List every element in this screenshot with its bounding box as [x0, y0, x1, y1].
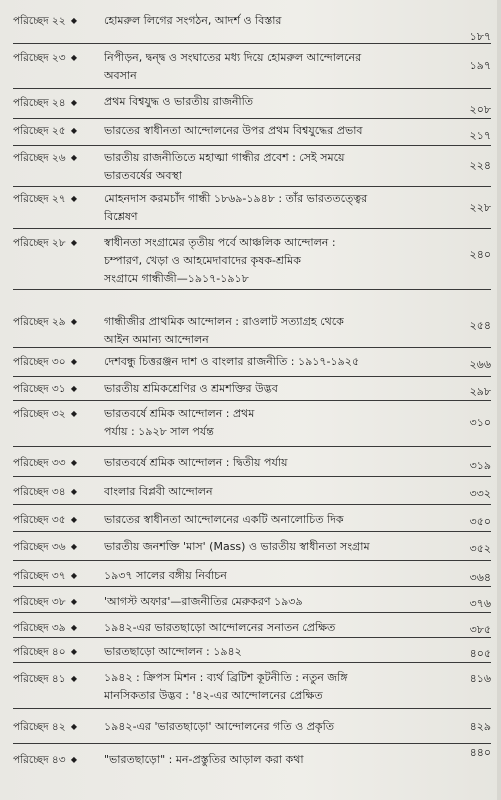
page-number: ৩১৯ — [469, 459, 491, 472]
divider — [13, 476, 491, 477]
chapter-label: পরিচ্ছেদ ৩১ ◆ — [13, 383, 78, 395]
divider — [13, 560, 491, 561]
chapter-title: প্রথম বিশ্বযুদ্ধ ও ভারতীয় রাজনীতি — [104, 95, 253, 108]
page-number: ৪০৫ — [469, 647, 491, 660]
divider — [13, 400, 491, 401]
chapter-label: পরিচ্ছেদ ২৯ ◆ — [13, 316, 78, 328]
chapter-title: নিপীড়ন, দ্বন্দ্ব ও সংঘাতের মধ্য দিয়ে হোমরুল আন্দোলনের অবসান — [104, 51, 362, 82]
chapter-label: পরিচ্ছেদ ৩৫ ◆ — [13, 514, 78, 526]
bullet-icon: ◆ — [70, 487, 78, 496]
bullet-icon: ◆ — [70, 458, 78, 467]
chapter-label: পরিচ্ছেদ ২৪ ◆ — [13, 97, 78, 109]
bullet-icon: ◆ — [70, 542, 78, 551]
divider — [13, 743, 491, 744]
bullet-icon: ◆ — [70, 16, 78, 25]
chapter-title: গান্ধীজীর প্রাথমিক আন্দোলন : রাওলাট সত্যাগ্রহ থেকে আইন অমান্য আন্দোলন — [104, 315, 344, 346]
bullet-icon: ◆ — [70, 571, 78, 580]
chapter-title: ভারতীয় শ্রমিকশ্রেণির ও শ্রমশক্তির উদ্ভব — [104, 382, 278, 395]
page-number: ৪২৯ — [469, 720, 491, 733]
chapter-title: ভারতীয় জনশক্তি 'মাস' (Mass) ও ভারতীয় স্বাধীনতা সংগ্রাম — [104, 540, 370, 553]
bullet-icon: ◆ — [70, 384, 78, 393]
chapter-title: ভারতছাড়ো আন্দোলন : ১৯৪২ — [104, 645, 242, 658]
bullet-icon: ◆ — [70, 98, 78, 107]
chapter-label: পরিচ্ছেদ ৩৪ ◆ — [13, 486, 78, 498]
chapter-title: ১৯৪২ : ক্রিপস মিশন : ব্যর্থ ব্রিটিশ কূটনীতি : নতুন জঙ্গি মানসিকতার উদ্ভব : '৪২-এর আন্দোলনের প্রেক্ষিত — [104, 671, 348, 702]
bullet-icon: ◆ — [70, 317, 78, 326]
chapter-title: ১৯৪২-এর ভারতছাড়ো আন্দোলনের সনাতন প্রেক্ষিত — [104, 621, 336, 634]
chapter-title: ১৯৪২-এর 'ভারতছাড়ো' আন্দোলনের গতি ও প্রকৃতি — [104, 720, 335, 733]
divider — [13, 88, 491, 89]
page-number: ৩৭৬ — [469, 597, 491, 610]
bullet-icon: ◆ — [70, 357, 78, 366]
divider — [13, 637, 491, 638]
bullet-icon: ◆ — [70, 53, 78, 62]
divider — [13, 708, 491, 709]
chapter-title: ভারতের স্বাধীনতা আন্দোলনের একটি অনালোচিত দিক — [104, 513, 344, 526]
page-number: ৩১০ — [469, 416, 491, 429]
page-number: ২৪০ — [469, 248, 491, 261]
chapter-title: স্বাধীনতা সংগ্রামের তৃতীয় পর্বে আঞ্চলিক আন্দোলন : চম্পারণ, খেড়া ও আহমেদাবাদের কৃষক-শ্রমিক সংগ্রামে গান্ধীজী—১৯১৭-১৯১৮ — [104, 236, 336, 285]
bullet-icon: ◆ — [70, 515, 78, 524]
chapter-label: পরিচ্ছেদ ৪১ ◆ — [13, 673, 78, 685]
divider — [13, 504, 491, 505]
chapter-label: পরিচ্ছেদ ২৫ ◆ — [13, 125, 78, 137]
page-number: ২১৭ — [469, 129, 491, 142]
page-number: ২২৪ — [469, 159, 491, 172]
chapter-title: ভারতের স্বাধীনতা আন্দোলনের উপর প্রথম বিশ্বযুদ্ধের প্রভাব — [104, 124, 363, 137]
bullet-icon: ◆ — [70, 238, 78, 247]
chapter-label: পরিচ্ছেদ ৩৭ ◆ — [13, 570, 78, 582]
chapter-label: পরিচ্ছেদ ২৬ ◆ — [13, 152, 78, 164]
chapter-title: 'আগস্ট অফার'—রাজনীতির মেরুকরণ ১৯৩৯ — [104, 595, 303, 608]
page-number: ২৯৮ — [469, 385, 491, 398]
page-number: ২৬৬ — [469, 358, 491, 371]
divider — [13, 586, 491, 587]
divider — [13, 376, 491, 377]
page-number: ৪১৬ — [469, 672, 491, 685]
divider — [13, 228, 491, 229]
bullet-icon: ◆ — [70, 722, 78, 731]
chapter-title: ভারতীয় রাজনীতিতে মহাত্মা গান্ধীর প্রবেশ : সেই সময়ে ভারতবর্ষের অবস্থা — [104, 151, 345, 182]
divider — [13, 662, 491, 663]
chapter-label: পরিচ্ছেদ ২৮ ◆ — [13, 237, 78, 249]
page-number: ২৫৪ — [469, 319, 491, 332]
chapter-label: পরিচ্ছেদ ৩৬ ◆ — [13, 541, 78, 553]
chapter-title: দেশবন্ধু চিত্তরঞ্জন দাশ ও বাংলার রাজনীতি : ১৯১৭-১৯২৫ — [104, 355, 360, 368]
page-number: ১৯৭ — [469, 59, 491, 72]
divider — [13, 289, 491, 290]
bullet-icon: ◆ — [70, 623, 78, 632]
chapter-label: পরিচ্ছেদ ৪৩ ◆ — [13, 754, 78, 766]
page-number: ৩৫০ — [469, 515, 491, 528]
page-number: ৩৬৪ — [469, 571, 491, 584]
chapter-title: ১৯৩৭ সালের বঙ্গীয় নির্বাচন — [104, 569, 227, 582]
bullet-icon: ◆ — [70, 409, 78, 418]
chapter-title: "ভারতছাড়ো" : মন-প্রস্তুতির আড়াল করা কথা — [104, 753, 304, 766]
chapter-label: পরিচ্ছেদ ২৭ ◆ — [13, 193, 78, 205]
chapter-label: পরিচ্ছেদ ৪২ ◆ — [13, 721, 78, 733]
page-edge — [497, 0, 501, 800]
chapter-label: পরিচ্ছেদ ৩০ ◆ — [13, 356, 78, 368]
page-number: ৩৩২ — [469, 487, 491, 500]
chapter-title: ভারতবর্ষে শ্রমিক আন্দোলন : প্রথম পর্যায় : ১৯২৮ সাল পর্যন্ত — [104, 407, 255, 438]
bullet-icon: ◆ — [70, 755, 78, 764]
chapter-label: পরিচ্ছেদ ৩৯ ◆ — [13, 622, 78, 634]
chapter-label: পরিচ্ছেদ ৩৩ ◆ — [13, 457, 78, 469]
bullet-icon: ◆ — [70, 153, 78, 162]
divider — [13, 446, 491, 447]
chapter-label: পরিচ্ছেদ ৪০ ◆ — [13, 646, 78, 658]
chapter-label: পরিচ্ছেদ ২২ ◆ — [13, 15, 78, 27]
divider — [13, 118, 491, 119]
divider — [13, 186, 491, 187]
chapter-title: মোহনদাস করমচাঁদ গান্ধী ১৮৬৯-১৯৪৮ : তাঁর ভারততত্ত্বের বিশ্লেষণ — [104, 192, 368, 223]
divider — [13, 612, 491, 613]
chapter-title: হোমরুল লিগের সংগঠন, আদর্শ ও বিস্তার — [104, 14, 282, 27]
chapter-title: বাংলার বিপ্লবী আন্দোলন — [104, 485, 213, 498]
chapter-title: ভারতবর্ষে শ্রমিক আন্দোলন : দ্বিতীয় পর্যায় — [104, 456, 288, 469]
page-number: ২০৮ — [469, 103, 491, 116]
bullet-icon: ◆ — [70, 194, 78, 203]
page-number: ১৮৭ — [469, 30, 491, 43]
bullet-icon: ◆ — [70, 126, 78, 135]
page-number: ৪৪০ — [469, 746, 491, 759]
chapter-label: পরিচ্ছেদ ৩২ ◆ — [13, 408, 78, 420]
page-number: ৩৫২ — [469, 542, 491, 555]
bullet-icon: ◆ — [70, 674, 78, 683]
bullet-icon: ◆ — [70, 647, 78, 656]
bullet-icon: ◆ — [70, 597, 78, 606]
divider — [13, 347, 491, 348]
chapter-label: পরিচ্ছেদ ৩৮ ◆ — [13, 596, 78, 608]
page-number: ৩৮৫ — [469, 623, 491, 636]
divider — [13, 43, 491, 44]
divider — [13, 531, 491, 532]
divider — [13, 145, 491, 146]
chapter-label: পরিচ্ছেদ ২৩ ◆ — [13, 52, 78, 64]
page-number: ২২৮ — [469, 201, 491, 214]
